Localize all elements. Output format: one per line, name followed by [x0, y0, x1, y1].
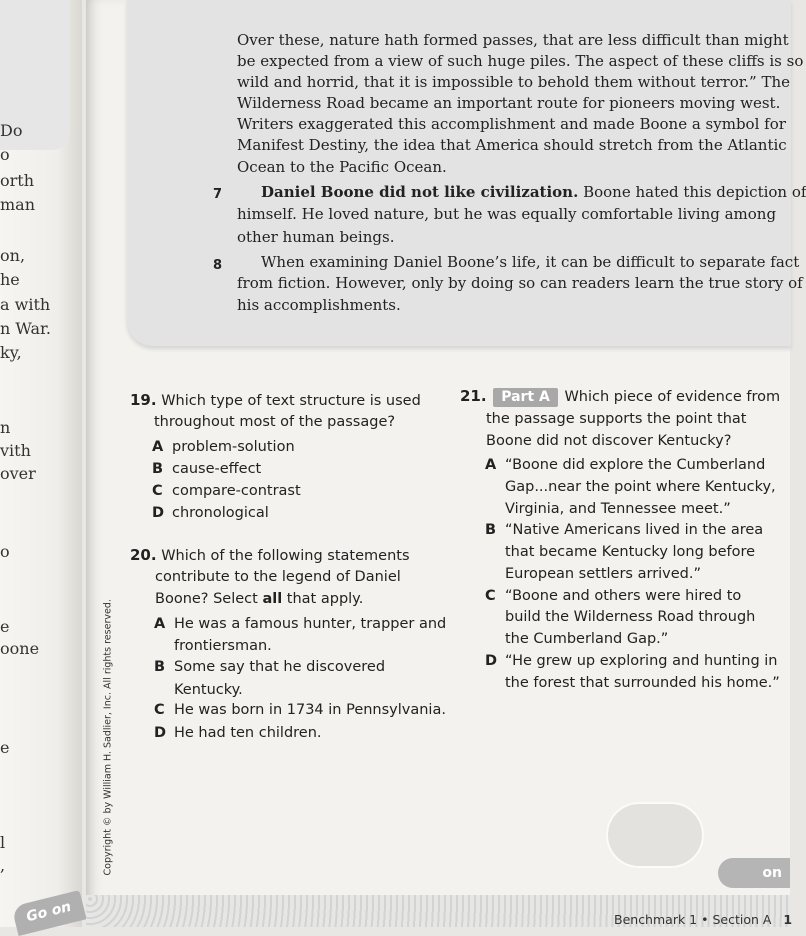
copyright-text: Copyright © by William H. Sadlier, Inc. All rights reserved.	[102, 599, 114, 876]
left-fragment: oone	[0, 639, 40, 658]
option-text: “Boone did explore the Cumberland	[505, 457, 766, 473]
answer-option[interactable]	[154, 656, 385, 678]
question-text: Boone? Select	[155, 591, 263, 607]
left-page	[0, 0, 82, 927]
left-fragment: n War.	[0, 319, 51, 338]
question-text: Which type of text structure is used	[161, 393, 421, 409]
left-fragment: ky,	[0, 343, 22, 362]
question-text: contribute to the legend of Daniel	[155, 569, 401, 585]
option-text: “Native Americans lived in the area	[505, 522, 764, 538]
option-letter: D	[485, 653, 498, 669]
go-on-tab-right: on	[718, 858, 790, 888]
paragraph-7-text: Boone hated this depiction of	[578, 183, 806, 201]
watermark-stamp	[606, 802, 704, 868]
option-text: cause-effect	[172, 461, 262, 477]
paragraph-7-first-line	[261, 182, 806, 203]
option-text: problem-solution	[172, 439, 295, 455]
left-fragment: man	[0, 195, 36, 214]
footer-benchmark: Benchmark 1	[614, 912, 698, 927]
answer-option[interactable]	[485, 650, 777, 672]
option-text: “Boone and others were hired to	[505, 588, 742, 604]
left-fragment: o	[0, 542, 10, 561]
option-text: Gap...near the point where Kentucky,	[505, 479, 776, 495]
passage-line: Writers exaggerated this accomplishment and made Boone a symbol for	[237, 115, 786, 133]
left-fragment: orth	[0, 171, 35, 190]
option-text: Kentucky.	[174, 682, 243, 698]
option-letter: A	[154, 616, 166, 632]
option-text: compare-contrast	[172, 483, 301, 499]
page-number: 1	[783, 912, 793, 927]
paragraph-7-heading: Daniel Boone did not like civilization.	[261, 183, 579, 201]
option-letter: B	[154, 659, 166, 675]
left-fragment: on,	[0, 246, 26, 265]
part-a-label: Part A	[493, 388, 558, 407]
left-fragment: e	[0, 738, 10, 757]
answer-option[interactable]	[485, 519, 763, 541]
left-fragment: l	[0, 833, 6, 852]
answer-option[interactable]	[152, 458, 261, 480]
passage-line: Over these, nature hath formed passes, that are less difficult than might	[237, 31, 789, 49]
option-letter: C	[152, 483, 163, 499]
left-fragment: over	[0, 464, 36, 483]
option-letter: B	[485, 522, 497, 538]
option-text: Virginia, and Tennessee meet.”	[505, 501, 731, 517]
question-text: Which piece of evidence from	[564, 389, 781, 405]
passage-line: Manifest Destiny, the idea that America should stretch from the Atlantic	[237, 136, 787, 154]
question-number: 20.	[130, 546, 157, 564]
passage-line: wild and horrid, that it is impossible to behold them without terror.” The	[237, 73, 791, 91]
passage-line: be expected from a view of such huge piles. The aspect of these cliffs is so	[237, 52, 804, 70]
footer-section: Section A	[712, 912, 772, 927]
option-text: European settlers arrived.”	[505, 566, 702, 582]
left-fragment: ,	[0, 856, 6, 875]
answer-option[interactable]	[154, 699, 446, 721]
option-text: frontiersman.	[174, 638, 272, 654]
passage-line: Ocean to the Pacific Ocean.	[237, 158, 447, 176]
passage-line: his accomplishments.	[237, 296, 401, 314]
question-text: that apply.	[282, 591, 364, 607]
option-text: the forest that surrounded his home.”	[505, 675, 780, 691]
right-page	[86, 0, 806, 927]
paragraph-number: 7	[213, 187, 223, 202]
option-text: He had ten children.	[174, 725, 322, 741]
copyright-notice	[98, 599, 114, 880]
question-text-last	[155, 588, 363, 610]
passage-box	[127, 0, 806, 346]
answer-option[interactable]	[152, 502, 269, 524]
left-fragment: n	[0, 418, 11, 437]
question-19-stem	[130, 389, 421, 412]
option-letter: A	[485, 457, 497, 473]
left-fragment: Do	[0, 121, 23, 140]
question-20-stem	[130, 544, 410, 567]
answer-option[interactable]	[154, 722, 322, 744]
left-fragment: vith	[0, 441, 31, 460]
left-fragment: e	[0, 617, 10, 636]
question-emphasis: all	[262, 591, 283, 607]
question-text: the passage supports the point that	[486, 411, 747, 427]
left-fragment: o	[0, 145, 10, 164]
paragraph-number: 8	[213, 258, 223, 273]
go-on-tab-left: Go on	[11, 890, 86, 936]
option-letter: A	[152, 439, 164, 455]
page-footer: Benchmark 1 • Section A 1	[614, 912, 793, 927]
passage-line: other human beings.	[237, 228, 395, 246]
left-fragment: a with	[0, 295, 51, 314]
option-letter: B	[152, 461, 164, 477]
question-number: 19.	[130, 391, 157, 409]
option-text: chronological	[172, 505, 269, 521]
option-text: He was born in 1734 in Pennsylvania.	[174, 702, 446, 718]
question-text: Boone did not discover Kentucky?	[486, 433, 732, 449]
question-text: Which of the following statements	[161, 548, 410, 564]
option-text: Some say that he discovered	[174, 659, 386, 675]
option-text: He was a famous hunter, trapper and	[174, 616, 447, 632]
option-letter: C	[154, 702, 165, 718]
question-text: throughout most of the passage?	[154, 414, 396, 430]
option-letter: D	[154, 725, 167, 741]
option-text: build the Wilderness Road through	[505, 609, 756, 625]
option-text: “He grew up exploring and hunting in	[505, 653, 778, 669]
left-fragment: he	[0, 270, 20, 289]
option-letter: C	[485, 588, 496, 604]
question-number: 21.	[460, 387, 487, 405]
option-text: that became Kentucky long before	[505, 544, 756, 560]
passage-line: Wilderness Road became an important route for pioneers moving west.	[237, 94, 781, 112]
answer-option[interactable]	[154, 613, 446, 635]
passage-line: When examining Daniel Boone’s life, it can be difficult to separate fact	[261, 253, 800, 271]
answer-option[interactable]	[485, 585, 741, 607]
passage-line: from fiction. However, only by doing so can readers learn the true story of	[237, 274, 803, 292]
passage-line: himself. He loved nature, but he was equally comfortable living among	[237, 205, 777, 223]
answer-option[interactable]	[152, 436, 295, 458]
option-text: the Cumberland Gap.”	[505, 631, 669, 647]
answer-option[interactable]	[485, 454, 765, 476]
question-21-stem	[460, 385, 780, 408]
answer-option[interactable]	[152, 480, 301, 502]
option-letter: D	[152, 505, 165, 521]
